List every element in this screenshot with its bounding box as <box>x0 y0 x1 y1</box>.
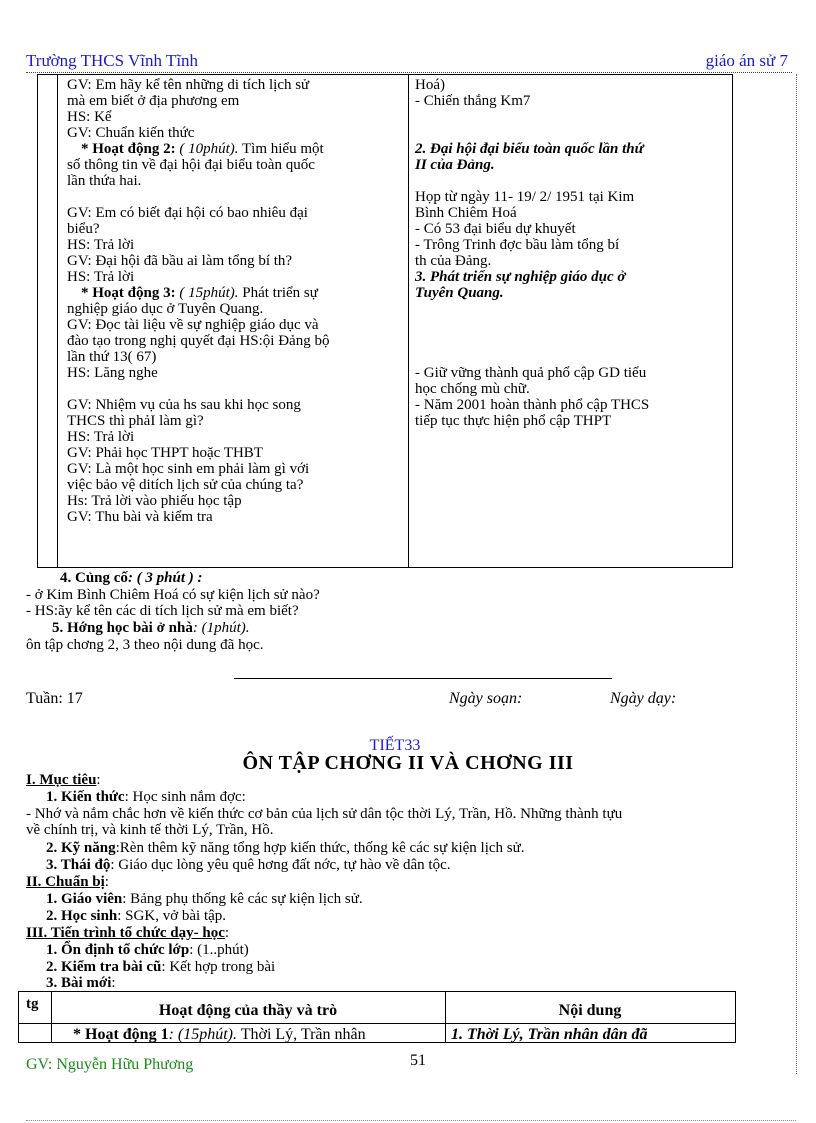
table-row-divider <box>19 1023 735 1024</box>
table-divider <box>57 75 58 567</box>
objectives-heading: I. Mục tiêu: <box>26 772 101 788</box>
content-line: - Giữ vững thành quả phổ cập GD tiểu <box>415 365 647 381</box>
content-line: 2. Đại hội đại biểu toàn quốc lần thứ <box>415 141 644 157</box>
activity-line: HS: Trả lời <box>67 269 135 285</box>
col-header-tg: tg <box>26 996 39 1012</box>
activity-line: GV: Đại hội đã bầu ai làm tổng bí th? <box>67 253 293 269</box>
spacer <box>415 125 731 141</box>
content-line: th của Đảng. <box>415 253 492 269</box>
attitude-line: 3. Thái độ: Giáo dục lòng yêu quê hơng đất nớc, tự hào về dân tộc. <box>46 857 451 873</box>
footer-teacher: GV: Nguyễn Hữu Phương <box>26 1056 194 1073</box>
activity-line: đào tạo trong nghị quyết đại HS:ội Đảng bộ <box>67 333 330 349</box>
activity-line: số thông tin về đại hội đại biểu toàn quốc <box>67 157 315 173</box>
footer-rule <box>26 1120 796 1121</box>
activity-line: GV: Em hãy kể tên những di tích lịch sử <box>67 77 310 93</box>
activity-line: biểu? <box>67 221 100 237</box>
activity-line: THCS thì phảI làm gì? <box>67 413 204 429</box>
activity-heading: * Hoạt động 2: ( 10phút). Tìm hiểu một <box>81 141 324 157</box>
lesson-number: TIẾT33 <box>369 737 421 754</box>
homework-heading: 5. Hớng học bài ở nhà: (1phút). <box>52 620 250 636</box>
spacer <box>415 317 731 333</box>
separator-rule <box>234 678 612 679</box>
activity-line: GV: Đọc tài liệu về sự nghiệp giáo dục và <box>67 317 319 333</box>
content-line: 3. Phát triển sự nghiệp giáo dục ở <box>415 269 626 285</box>
knowledge-detail: - Nhớ và nắm chắc hơn về kiến thức cơ bản của lịch sử dân tộc thời Lý, Trần, Hồ. Những thành tựu <box>26 806 623 822</box>
consolidate-heading: 4. Củng cố: ( 3 phút ) : <box>60 570 203 586</box>
subject-title: giáo án sử 7 <box>705 51 788 70</box>
consolidate-question: - ở Kim Bình Chiêm Hoá có sự kiện lịch sử nào? <box>26 587 320 603</box>
spacer <box>415 301 731 317</box>
activity-line: nghiệp giáo dục ở Tuyên Quang. <box>67 301 264 317</box>
week-label: Tuần: 17 <box>26 690 83 707</box>
process-step: 1. Ổn định tổ chức lớp: (1..phút) <box>46 942 249 958</box>
spacer <box>67 381 407 397</box>
lesson-table-continued <box>37 74 733 568</box>
activity-line: GV: Chuẩn kiến thức <box>67 125 195 141</box>
activity-line: GV: Em có biết đại hội có bao nhiêu đại <box>67 205 308 221</box>
activity-heading: * Hoạt động 3: ( 15phút). Phát triển sự <box>81 285 318 301</box>
activity-1: * Hoạt động 1: (15phút). Thời Lý, Trần nhân <box>73 1026 366 1043</box>
content-line: học chống mù chữ. <box>415 381 530 397</box>
process-heading: III. Tiến trình tổ chức dạy- học: <box>26 925 230 941</box>
content-column <box>415 77 731 429</box>
lesson-title: ÔN TẬP CHƠNG II VÀ CHƠNG III <box>242 752 574 774</box>
page-number: 51 <box>410 1052 426 1069</box>
activity-line: HS: Lăng nghe <box>67 365 158 381</box>
prep-student: 2. Học sinh: SGK, vở bài tập. <box>46 908 227 924</box>
activity-line: lần thứa hai. <box>67 173 142 189</box>
spacer <box>415 173 731 189</box>
spacer <box>415 109 731 125</box>
content-line: tiếp tục thực hiện phổ cập THPT <box>415 413 612 429</box>
content-line: - Trông Trinh đợc bầu làm tổng bí <box>415 237 620 253</box>
table-divider <box>408 75 409 567</box>
activity-column <box>67 77 407 525</box>
content-line: - Năm 2001 hoàn thành phổ cập THCS <box>415 397 650 413</box>
teach-date-label: Ngày dạy: <box>610 690 677 707</box>
spacer <box>67 189 407 205</box>
activity-line: HS: Trả lời <box>67 237 135 253</box>
content-line: Bình Chiêm Hoá <box>415 205 517 221</box>
activity-line: HS: Kể <box>67 109 112 125</box>
content-line: - Có 53 đại biểu dự khuyết <box>415 221 576 237</box>
school-name: Trường THCS Vĩnh Tĩnh <box>26 51 199 70</box>
content-line: Tuyên Quang. <box>415 285 504 301</box>
prep-teacher: 1. Giáo viên: Bảng phụ thống kê các sự kiện lịch sử. <box>46 891 363 907</box>
col-header-content: Nội dung <box>558 1002 622 1019</box>
consolidate-question: - HS:ãy kể tên các di tích lịch sử mà em biết? <box>26 603 299 619</box>
spacer <box>415 333 731 349</box>
knowledge-detail: về chính trị, và kinh tế thời Lý, Trần, Hồ. <box>26 822 274 838</box>
activity-line: GV: Thu bài và kiểm tra <box>67 509 213 525</box>
content-line: II của Đảng. <box>415 157 495 173</box>
content-line: Hoá) <box>415 77 445 93</box>
content-line: - Chiến thắng Km7 <box>415 93 531 109</box>
content-1: 1. Thời Lý, Trần nhân dân đã <box>451 1026 648 1043</box>
homework-text: ôn tập chơng 2, 3 theo nội dung đã học. <box>26 637 264 653</box>
activity-line: Hs: Trả lời vào phiếu học tập <box>67 493 242 509</box>
skill-line: 2. Kỹ năng:Rèn thêm kỹ năng tổng hợp kiến thức, thống kê các sự kiện lịch sử. <box>46 840 525 856</box>
prep-heading: II. Chuẩn bị: <box>26 874 109 890</box>
activity-line: HS: Trả lời <box>67 429 135 445</box>
activity-line: việc bảo vệ ditích lịch sử của chúng ta? <box>67 477 304 493</box>
process-step: 3. Bài mới: <box>46 975 116 991</box>
knowledge-line: 1. Kiến thức: Học sinh nắm đợc: <box>46 789 246 805</box>
content-line: Họp từ ngày 11- 19/ 2/ 1951 tại Kim <box>415 189 635 205</box>
activity-line: lần thứ 13( 67) <box>67 349 157 365</box>
spacer <box>415 349 731 365</box>
activity-line: GV: Là một học sinh em phải làm gì với <box>67 461 310 477</box>
lesson-table <box>18 991 736 1043</box>
col-header-activity: Hoạt động của thầy và trò <box>158 1002 338 1019</box>
activity-line: GV: Phải học THPT hoặc THBT <box>67 445 263 461</box>
header-rule <box>26 72 792 73</box>
activity-line: GV: Nhiệm vụ của hs sau khi học song <box>67 397 301 413</box>
prep-date-label: Ngày soạn: <box>449 690 523 707</box>
right-margin-rule <box>796 74 797 1074</box>
process-step: 2. Kiểm tra bài cũ: Kết hợp trong bài <box>46 959 276 975</box>
activity-line: mà em biết ở địa phương em <box>67 93 240 109</box>
